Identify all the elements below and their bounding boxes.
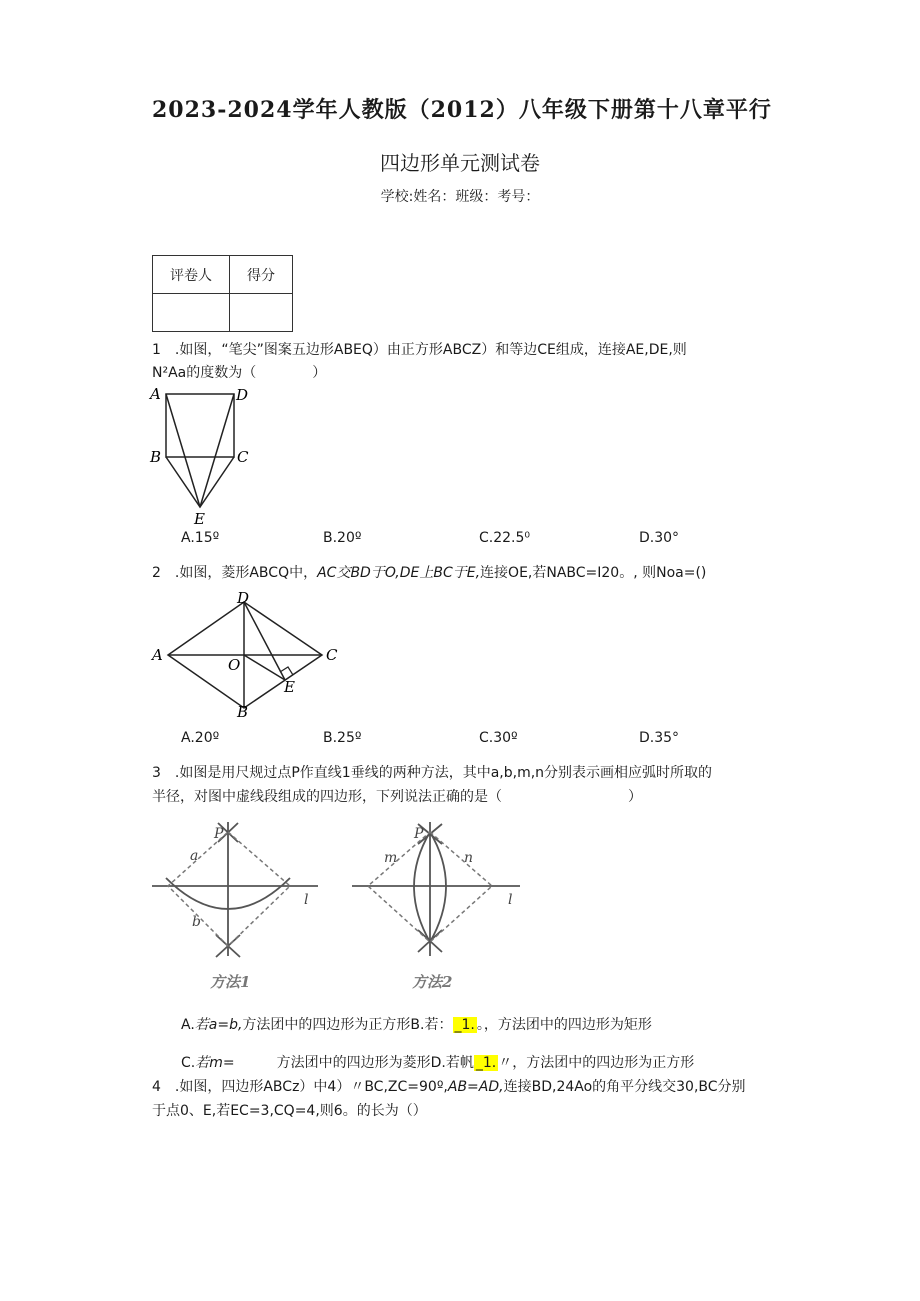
q2-option-a[interactable]: A.20º <box>181 730 220 746</box>
score-table <box>152 255 293 332</box>
q1-option-b[interactable]: B.20º <box>323 530 362 546</box>
q2-option-b[interactable]: B.25º <box>323 730 362 746</box>
q4-line-1 <box>152 1076 746 1096</box>
q1-label-b: B <box>150 448 162 466</box>
q3-fig1-label-a: a <box>190 848 199 864</box>
q1-figure <box>148 384 258 526</box>
q2-text-b: AC交BD于O,DE上BC于E, <box>317 565 481 581</box>
q3-fig2-arc-left <box>414 832 430 942</box>
grader-header: 评卷人 <box>153 256 230 294</box>
q3-fig2-arc-right <box>430 832 446 942</box>
score-cell[interactable] <box>230 294 293 332</box>
q3-fig2-label-m: m <box>384 850 398 866</box>
q2-text-c: 连接OE,若NABC=I20。, 则Noa=() <box>480 565 707 581</box>
q3-option-c-d[interactable] <box>181 1052 694 1072</box>
score-header: 得分 <box>230 256 293 294</box>
q3-fig2-label-l: l <box>508 892 513 908</box>
q2-label-a: A <box>152 646 163 664</box>
q3-fig1-label-l: l <box>304 892 309 908</box>
q4-line-2: 于点0、E,若EC=3,CQ=4,则6。的长为（） <box>152 1103 427 1119</box>
q3-fig1-label-p: P <box>214 826 224 842</box>
q3-opt-b-text: 。，方法团中的四边形为矩形 <box>476 1017 652 1033</box>
q1-label-c: C <box>237 448 249 466</box>
q1-option-d[interactable]: D.30° <box>639 530 680 546</box>
q3-line-1: 3 .如图是用尺规过点P作直线1垂线的两种方法，其中a,b,m,n分别表示画相应弧时所取的 <box>152 765 713 781</box>
q1-line-1: 1 .如图，“笔尖”图案五边形ABEQ）由正方形ABCZ）和等边CE组成，连接AE,DE,则 <box>152 342 687 358</box>
q2-label-c: C <box>326 646 338 664</box>
q3-opt-b-highlight: _1. <box>454 1017 475 1033</box>
q3-fig2-label-n: n <box>464 850 474 866</box>
q1-line-2: N²Aa的度数为（ ） <box>152 365 327 381</box>
q3-fig2-label-p: P <box>414 826 424 842</box>
q4-line-1-c: 连接BD,24Ao的角平分线交30,BC分别 <box>503 1079 746 1095</box>
q2-option-d[interactable]: D.35° <box>639 730 680 746</box>
q3-opt-c-cond: 若m= <box>195 1055 235 1071</box>
q1-option-c[interactable]: C.22.5⁰ <box>479 530 531 546</box>
q2-figure <box>148 586 348 721</box>
q1-triangle <box>166 457 234 507</box>
grader-cell[interactable] <box>153 294 230 332</box>
q4-line-1-b: AB=AD, <box>447 1079 504 1095</box>
q2-label-d: D <box>237 589 250 607</box>
q1-segment-de <box>200 394 234 507</box>
q2-label-b: B <box>237 703 249 721</box>
q1-label-d: D <box>236 386 249 404</box>
q3-dashed-quadrilateral-1 <box>168 832 290 946</box>
q2-text-a: 2 .如图，菱形ABCQ中， <box>152 565 318 581</box>
q3-opt-a-prefix: A. <box>181 1017 195 1033</box>
q3-opt-c-prefix: C. <box>181 1055 196 1071</box>
q3-figure-method-2 <box>350 818 525 1000</box>
q2-text <box>152 562 706 582</box>
q3-opt-a-text: 方法团中的四边形为正方形B.若： <box>242 1017 453 1033</box>
q1-label-a: A <box>150 385 161 403</box>
q3-opt-d-text: 〃，方法团中的四边形为正方形 <box>498 1055 695 1071</box>
q1-label-e: E <box>194 510 205 526</box>
q3-opt-d-highlight: _1. <box>475 1055 497 1071</box>
q3-option-a-b[interactable] <box>181 1014 652 1034</box>
title-line-1: 2023-2024学年人教版（2012）八年级下册第十八章平行 <box>152 97 772 123</box>
q2-label-e: E <box>284 678 295 696</box>
title-line-2: 四边形单元测试卷 <box>380 151 540 175</box>
q3-fig1-caption: 方法1 <box>210 973 251 991</box>
q1-option-a[interactable]: A.15º <box>181 530 220 546</box>
student-info: 学校:姓名：班级：考号： <box>380 189 540 205</box>
q3-opt-c-text: 方法团中的四边形为菱形D.若帆 <box>234 1055 474 1071</box>
q3-fig1-label-b: b <box>192 914 201 930</box>
q3-figure-method-1 <box>150 818 322 1000</box>
q3-fig2-caption: 方法2 <box>412 973 453 991</box>
q1-segment-ae <box>166 394 200 507</box>
q2-label-o: O <box>228 656 241 674</box>
q2-option-c[interactable]: C.30º <box>479 730 518 746</box>
q3-line-2: 半径，对图中虚线段组成的四边形，下列说法正确的是（ ） <box>152 789 642 805</box>
q4-line-1-a: 4 .如图，四边形ABCz）中4）〃BC,ZC=90º, <box>152 1079 448 1095</box>
q3-opt-a-cond: 若a=b, <box>194 1017 243 1033</box>
